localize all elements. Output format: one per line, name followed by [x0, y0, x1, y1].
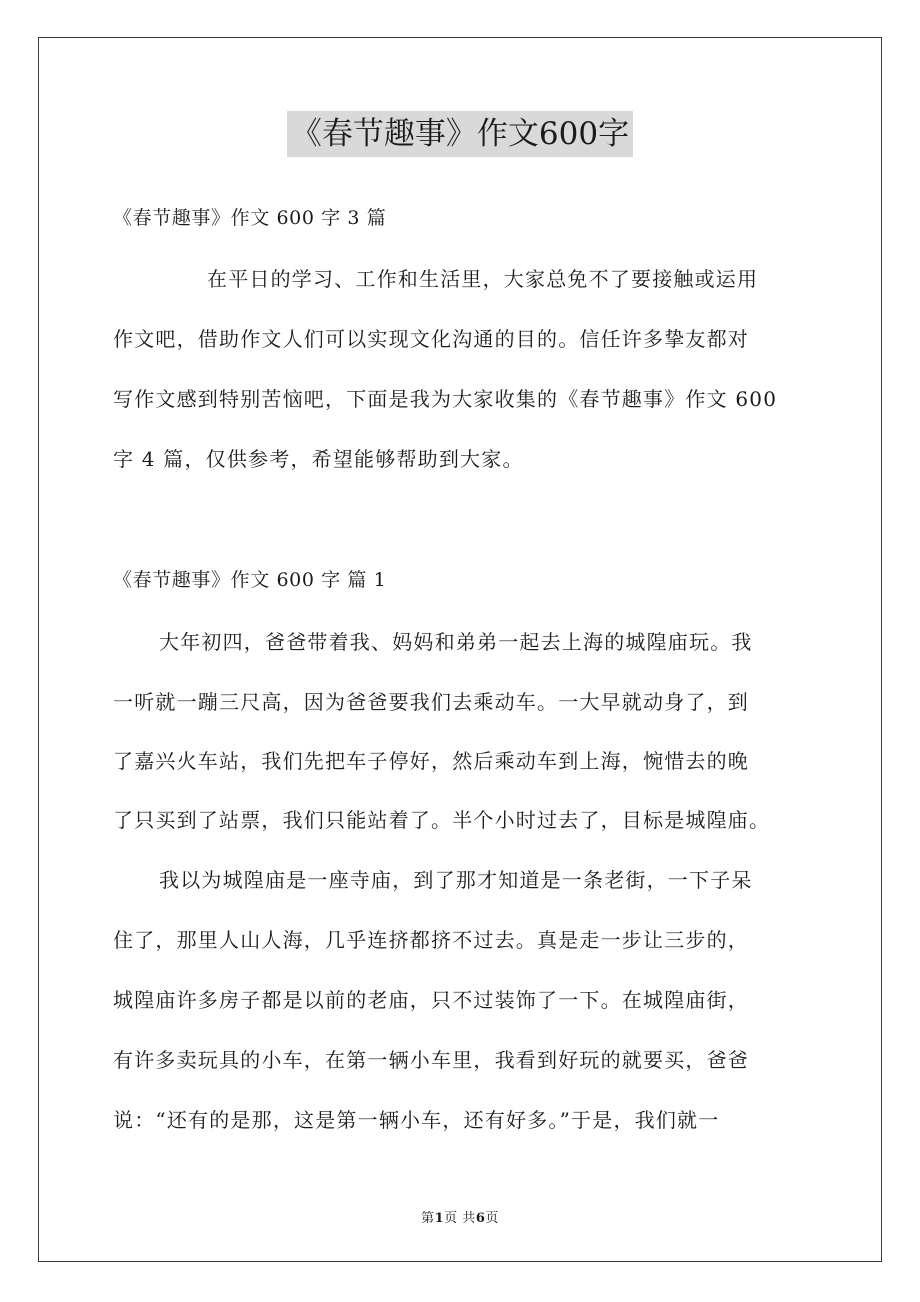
paragraph-line: 有许多卖玩具的小车，在第一辆小车里，我看到好玩的就要买，爸爸 — [113, 1048, 749, 1072]
footer-suffix: 页 — [485, 1211, 499, 1226]
paragraph-line: 城隍庙许多房子都是以前的老庙，只不过装饰了一下。在城隍庙街， — [113, 988, 749, 1012]
intro-line: 作文吧，借助作文人们可以实现文化沟通的目的。信任许多挚友都对 — [113, 327, 749, 351]
intro-line: 写作文感到特别苦恼吧，下面是我为大家收集的《春节趣事》作文 600 — [113, 387, 778, 411]
paragraph-line: 住了，那里人山人海，几乎连挤都挤不过去。真是走一步让三步的， — [113, 928, 749, 952]
title-container — [0, 111, 920, 157]
paragraph-line: 一听就一蹦三尺高，因为爸爸要我们去乘动车。一大早就动身了，到 — [113, 690, 749, 714]
page-footer — [0, 1207, 920, 1226]
intro-line: 在平日的学习、工作和生活里，大家总免不了要接触或运用 — [207, 267, 759, 291]
paragraph-line: 了只买到了站票，我们只能站着了。半个小时过去了，目标是城隍庙。 — [113, 808, 771, 832]
footer-middle: 页 共 — [444, 1211, 476, 1226]
document-title: 《春节趣事》作文600字 — [287, 111, 633, 157]
intro-line: 字 4 篇，仅供参考，希望能够帮助到大家。 — [113, 447, 524, 471]
paragraph-line: 说：“还有的是那，这是第一辆小车，还有好多。”于是，我们就一 — [113, 1108, 720, 1132]
paragraph-line: 了嘉兴火车站，我们先把车子停好，然后乘动车到上海，惋惜去的晚 — [113, 749, 749, 773]
paragraph-line: 大年初四，爸爸带着我、妈妈和弟弟一起去上海的城隍庙玩。我 — [159, 630, 753, 654]
footer-prefix: 第 — [421, 1211, 435, 1226]
section-heading: 《春节趣事》作文 600 字 篇 1 — [113, 569, 387, 591]
subtitle: 《春节趣事》作文 600 字 3 篇 — [113, 207, 387, 229]
paragraph-line: 我以为城隍庙是一座寺庙，到了那才知道是一条老街，一下子呆 — [159, 868, 753, 892]
current-page-number: 1 — [434, 1211, 445, 1226]
total-page-number: 6 — [475, 1211, 486, 1226]
